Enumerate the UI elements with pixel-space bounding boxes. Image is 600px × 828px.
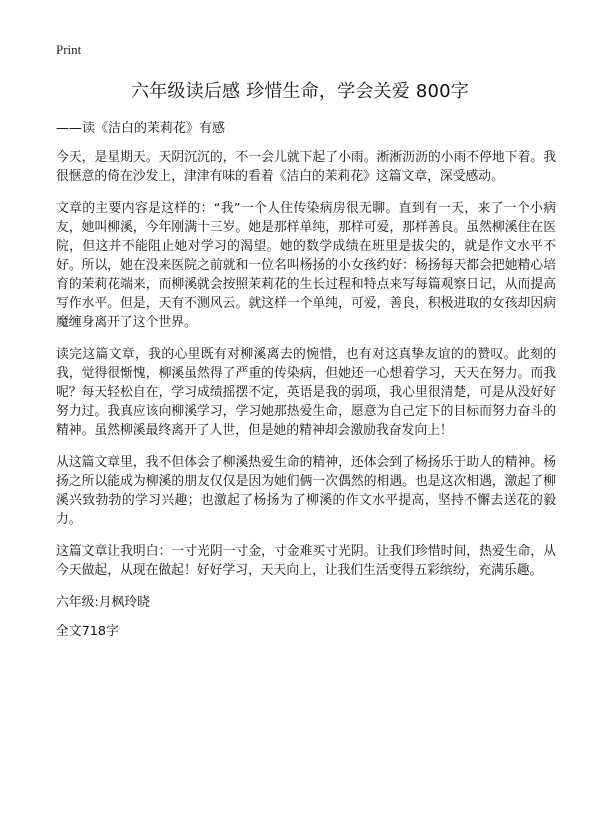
article-subtitle: ——读《洁白的茉莉花》有感 <box>56 121 226 136</box>
paragraph-reflection: 读完这篇文章，我的心里既有对柳溪离去的惋惜，也有对这真挚友谊的的赞叹。此刻的我，觉得很惭愧，柳溪虽然得了严重的传染病，但她还一心想着学习，天天在努力。而我呢？每天轻松自在，学习成绩摇摆不定，英语是我的弱项，我心里很清楚，可是从没好好努力过。我真应该向柳溪学习，学习她那热爱生命，愿意为自己定下的目标而努力奋斗的精神。虽然柳溪最终离开了人世，但是她的精神却会激励我奋发向上！ <box>56 347 556 438</box>
paragraph-friendship: 从这篇文章里，我不但体会了柳溪热爱生命的精神，还体会到了杨扬乐于助人的精神。杨扬之所以能成为柳溪的朋友仅仅是因为她们俩一次偶然的相遇。也是这次相遇，激起了柳溪兴致勃勃的学习兴趣；也激起了杨扬为了柳溪的作文水平提高，坚持不懈去送花的毅力。 <box>56 455 556 527</box>
author-line: 六年级:月枫玲晓 <box>56 595 150 610</box>
article-body <box>56 148 556 641</box>
word-count: 全文718字 <box>56 624 119 639</box>
article-title: 六年级读后感 珍惜生命，学会关爱 800字 <box>131 81 469 102</box>
paragraph-conclusion: 这篇文章让我明白：一寸光阴一寸金，寸金难买寸光阴。让我们珍惜时间，热爱生命，从今天做起，从现在做起！好好学习，天天向上，让我们生活变得五彩缤纷，充满乐趣。 <box>56 544 556 578</box>
paragraph-summary: 文章的主要内容是这样的：“我”一个人住传染病房很无聊。直到有一天，来了一个小病友，她叫柳溪，今年刚满十三岁。她是那样单纯，那样可爱，那样善良。虽然柳溪住在医院，但这并不能阻止她对学习的渴望。她的数学成绩在班里是拔尖的，就是作文水平不好。所以，她在没来医院之前就和一位名叫杨扬的小女孩约好：杨扬每天都会把她精心培育的茉莉花端来，而柳溪就会按照茉莉花的生长过程和特点来写每篇观察日记，从而提高写作水平。但是，天有不测风云。就这样一个单纯，可爱，善良，积极进取的女孩却因病魔缠身离开了这个世界。 <box>56 201 556 330</box>
paragraph-intro: 今天，是星期天。天阴沉沉的，不一会儿就下起了小雨。淅淅沥沥的小雨不停地下着。我很惬意的倚在沙发上，津津有味的看着《洁白的茉莉花》这篇文章，深受感动。 <box>56 150 556 184</box>
print-link[interactable]: Print <box>56 42 82 57</box>
